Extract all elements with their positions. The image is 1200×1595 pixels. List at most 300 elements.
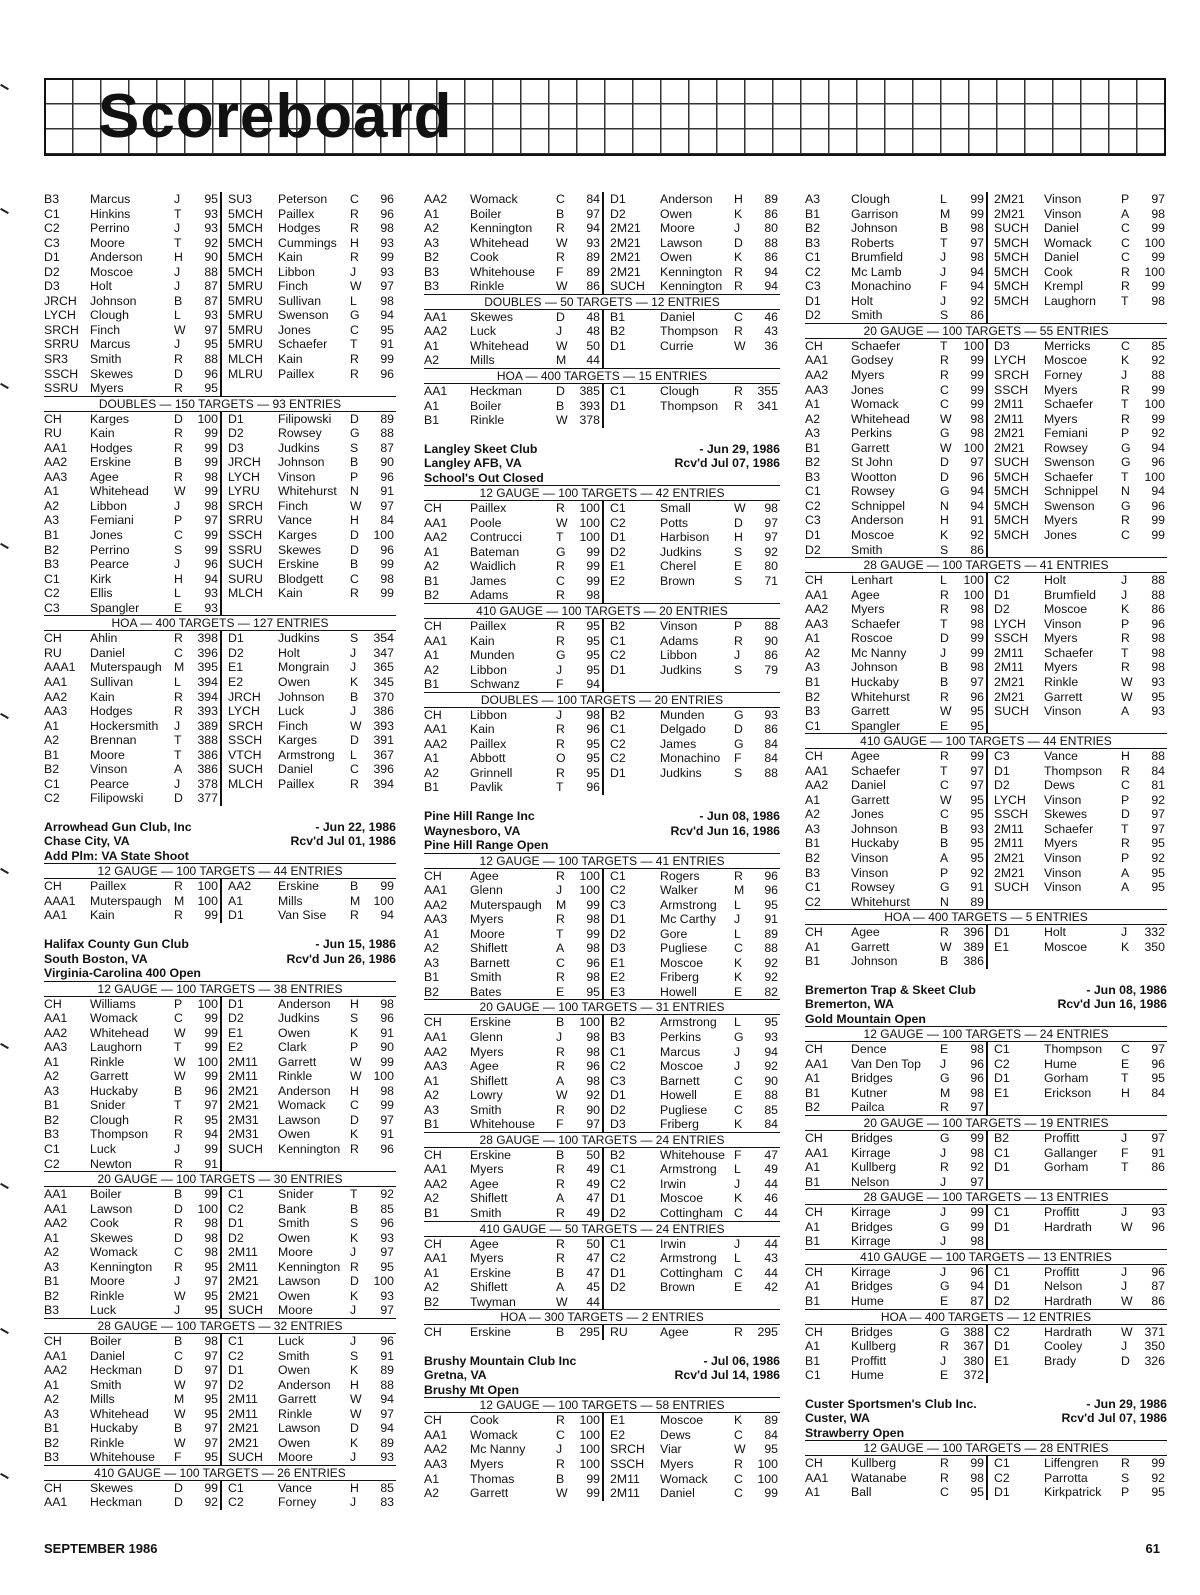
event-header: 12 GAUGE — 100 TARGETS — 24 ENTRIES	[805, 1026, 1167, 1042]
class-cell: 5MRU	[228, 308, 263, 323]
class-cell: D2	[610, 206, 626, 221]
score-cell: 93	[380, 1288, 394, 1303]
club-line	[805, 1012, 1167, 1027]
shooter-name: Garrett	[851, 704, 890, 719]
class-cell: D1	[994, 1160, 1010, 1175]
score-cell: 100	[579, 1427, 600, 1442]
shooter-name: Shiflett	[470, 1191, 508, 1206]
score-cell: 96	[1151, 1264, 1165, 1279]
results-left	[424, 501, 602, 603]
result-row	[44, 733, 220, 748]
shooter-name: Marcus	[90, 337, 131, 352]
shooter-name: Cummings	[278, 235, 337, 250]
results-right	[602, 1413, 780, 1500]
score-cell: 93	[764, 707, 778, 722]
result-row	[805, 1071, 986, 1086]
shooter-name: Proffitt	[1044, 1205, 1080, 1220]
result-row	[44, 1142, 220, 1157]
class-cell: CH	[424, 1413, 442, 1428]
result-row	[994, 455, 1167, 470]
initial-cell: A	[556, 1280, 565, 1295]
class-cell: A1	[424, 1471, 440, 1486]
result-row	[228, 1127, 396, 1142]
result-row	[228, 1260, 396, 1275]
initial-cell: B	[556, 1015, 565, 1030]
shooter-name: Schaefer	[1044, 469, 1094, 484]
club-date: - Jun 15, 1986	[315, 937, 396, 952]
result-row	[610, 1117, 780, 1132]
result-row	[424, 985, 602, 1000]
score-cell: 100	[579, 515, 600, 530]
score-cell: 48	[586, 309, 600, 324]
result-row	[610, 559, 780, 574]
class-cell: C3	[44, 235, 60, 250]
class-cell: E1	[994, 939, 1010, 954]
class-cell: A3	[805, 192, 821, 206]
initial-cell: T	[1121, 821, 1129, 836]
shooter-name: Holt	[1044, 925, 1066, 940]
shooter-name: Johnson	[851, 221, 898, 236]
event-block	[805, 1115, 1167, 1189]
class-cell: 5MCH	[994, 484, 1029, 499]
shooter-name: Kain	[278, 250, 303, 265]
result-row	[994, 851, 1167, 866]
result-row	[424, 663, 602, 678]
result-row	[805, 513, 986, 528]
shooter-name: Johnson	[90, 293, 137, 308]
initial-cell: H	[350, 513, 359, 528]
score-cell: 99	[586, 559, 600, 574]
initial-cell: T	[556, 780, 564, 795]
results-right	[220, 879, 396, 923]
results-right	[986, 1325, 1167, 1383]
result-row	[994, 573, 1167, 588]
shooter-name: Owen	[278, 1288, 311, 1303]
club-date: - Jun 29, 1986	[699, 441, 780, 456]
initial-cell: J	[174, 221, 181, 236]
shooter-name: Garrett	[278, 1054, 317, 1069]
score-cell: 393	[197, 704, 218, 719]
event-header: 12 GAUGE — 100 TARGETS — 58 ENTRIES	[424, 1397, 780, 1413]
results-right	[986, 192, 1167, 323]
shooter-name: St John	[851, 455, 893, 470]
shooter-name: Moore	[278, 1450, 313, 1465]
initial-cell: P	[1121, 192, 1130, 206]
class-cell: AA3	[805, 382, 829, 397]
initial-cell: W	[1121, 689, 1133, 704]
initial-cell: S	[350, 631, 359, 646]
result-row	[228, 660, 396, 675]
initial-cell: R	[350, 586, 359, 601]
result-row	[424, 780, 602, 795]
score-cell: 99	[204, 1025, 218, 1040]
result-row	[424, 869, 602, 884]
score-cell: 98	[1151, 206, 1165, 221]
initial-cell: H	[940, 513, 949, 528]
class-cell: B2	[610, 324, 626, 339]
initial-cell: R	[734, 324, 743, 339]
initial-cell: P	[1121, 616, 1130, 631]
result-row	[44, 1450, 220, 1465]
class-cell: SSCH	[228, 528, 263, 543]
class-cell: AA2	[424, 1442, 448, 1457]
class-cell: C1	[610, 722, 626, 737]
result-row	[228, 646, 396, 661]
score-cell: 86	[1151, 1293, 1165, 1308]
result-row	[424, 1295, 602, 1310]
score-cell: 49	[586, 1176, 600, 1191]
result-row	[44, 323, 220, 338]
class-cell: C1	[994, 1145, 1010, 1160]
score-cell: 93	[380, 264, 394, 279]
club-info: Pine Hill Range Open	[424, 838, 549, 852]
class-cell: CH	[805, 573, 823, 588]
score-cell: 95	[970, 718, 984, 733]
result-row	[994, 925, 1167, 940]
score-cell: 97	[380, 1303, 394, 1318]
initial-cell: D	[734, 722, 743, 737]
initial-cell: E	[1121, 1056, 1130, 1071]
result-row	[44, 719, 220, 734]
class-cell: C1	[44, 206, 60, 221]
score-cell: 44	[764, 1236, 778, 1251]
initial-cell: R	[734, 279, 743, 294]
club-date: Rcv'd Jul 01, 1986	[290, 834, 396, 849]
shooter-name: Jones	[1044, 528, 1077, 543]
shooter-name: Schaefer	[1044, 397, 1094, 412]
shooter-name: Rinkle	[90, 1435, 125, 1450]
score-cell: 99	[204, 1141, 218, 1156]
class-cell: D1	[610, 398, 626, 413]
result-row	[44, 646, 220, 661]
event-header: 28 GAUGE — 100 TARGETS — 41 ENTRIES	[805, 557, 1167, 573]
score-cell: 354	[373, 631, 394, 646]
result-row	[805, 1354, 986, 1369]
shooter-name: Krempl	[1044, 279, 1083, 294]
class-cell: B2	[805, 850, 821, 865]
class-cell: D1	[610, 1191, 626, 1206]
shooter-name: Cook	[1044, 264, 1073, 279]
shooter-name: Friberg	[660, 1117, 699, 1132]
shooter-name: Kirrage	[851, 1145, 891, 1160]
initial-cell: R	[556, 1102, 565, 1117]
initial-cell: D	[350, 1112, 359, 1127]
class-cell: SSCH	[994, 807, 1029, 822]
event-header: 410 GAUGE — 100 TARGETS — 44 ENTRIES	[805, 733, 1167, 749]
class-cell: E1	[610, 955, 626, 970]
score-cell: 100	[579, 868, 600, 883]
shooter-name: Gore	[660, 926, 688, 941]
class-cell: AA1	[44, 674, 68, 689]
initial-cell: E	[734, 1088, 743, 1103]
shooter-name: Cook	[470, 250, 499, 265]
score-cell: 93	[764, 1029, 778, 1044]
initial-cell: L	[350, 293, 357, 308]
result-row	[44, 1040, 220, 1055]
class-cell: CH	[424, 618, 442, 633]
shooter-name: Johnson	[851, 821, 898, 836]
club-info: Bremerton, WA	[805, 997, 894, 1012]
initial-cell: W	[350, 1406, 362, 1421]
initial-cell: A	[556, 941, 565, 956]
class-cell: 5MCH	[228, 206, 263, 221]
score-cell: 365	[373, 660, 394, 675]
result-row	[228, 675, 396, 690]
club-date: - Jun 08, 1986	[699, 809, 780, 823]
class-cell: AA3	[805, 616, 829, 631]
class-cell: AA1	[805, 587, 829, 602]
shooter-name: Kennington	[470, 221, 533, 236]
result-row	[805, 749, 986, 764]
class-cell: 2M21	[994, 865, 1025, 880]
result-row	[805, 940, 986, 955]
score-cell: 391	[373, 733, 394, 748]
score-cell: 84	[764, 1117, 778, 1132]
initial-cell: S	[350, 440, 359, 455]
club-date: - Jul 06, 1986	[703, 1353, 780, 1368]
shooter-name: Kennington	[278, 1141, 341, 1156]
result-row	[44, 1069, 220, 1084]
score-cell: 82	[764, 984, 778, 999]
event-block	[424, 999, 780, 1131]
initial-cell: R	[1121, 411, 1130, 426]
initial-cell: W	[174, 1377, 186, 1392]
shooter-name: Kain	[278, 586, 303, 601]
class-cell: CH	[805, 925, 823, 940]
score-cell: 94	[586, 677, 600, 692]
class-cell: D1	[994, 1339, 1010, 1354]
class-cell: D2	[44, 264, 60, 279]
score-cell: 88	[1151, 573, 1165, 588]
score-cell: 99	[1151, 528, 1165, 543]
event-results	[424, 1015, 780, 1131]
initial-cell: W	[556, 1088, 568, 1103]
initial-cell: G	[940, 1219, 950, 1234]
shooter-name: Ahlin	[90, 631, 118, 646]
shooter-name: Blodgett	[278, 571, 324, 586]
class-cell: C2	[805, 264, 821, 279]
class-cell: C2	[994, 573, 1010, 588]
result-row	[610, 1266, 780, 1281]
initial-cell: D	[350, 411, 359, 426]
score-cell: 96	[1151, 455, 1165, 470]
result-row	[805, 1220, 986, 1235]
result-row	[805, 279, 986, 294]
initial-cell: K	[1121, 602, 1130, 617]
result-row	[228, 426, 396, 441]
initial-cell: D	[734, 235, 743, 250]
class-cell: D1	[610, 662, 626, 677]
result-row	[424, 399, 602, 414]
shooter-name: Agee	[851, 925, 880, 940]
result-row	[228, 1421, 396, 1436]
score-cell: 44	[764, 1265, 778, 1280]
score-cell: 98	[970, 1042, 984, 1057]
score-cell: 378	[197, 776, 218, 791]
result-row	[994, 1057, 1167, 1072]
result-row	[44, 1084, 220, 1099]
class-cell: AA2	[805, 602, 829, 617]
event-results	[805, 339, 1167, 557]
club-line	[424, 838, 780, 853]
result-row	[805, 866, 986, 881]
shooter-name: Schaefer	[1044, 821, 1094, 836]
score-cell: 97	[1151, 1131, 1165, 1146]
shooter-name: Smith	[470, 1102, 502, 1117]
initial-cell: H	[734, 530, 743, 545]
score-cell: 96	[204, 366, 218, 381]
score-cell: 100	[197, 879, 218, 894]
initial-cell: A	[1121, 880, 1130, 895]
score-cell: 92	[1151, 353, 1165, 368]
club-info: Brushy Mt Open	[424, 1382, 519, 1397]
score-cell: 97	[970, 235, 984, 250]
initial-cell: J	[1121, 573, 1128, 588]
event-header: HOA — 400 TARGETS — 12 ENTRIES	[805, 1309, 1167, 1325]
results-left	[424, 869, 602, 1000]
class-cell: D3	[44, 279, 60, 294]
class-cell: A2	[44, 498, 60, 513]
class-cell: D1	[610, 1265, 626, 1280]
shooter-name: Vance	[1044, 749, 1078, 764]
result-row	[994, 880, 1167, 895]
initial-cell: L	[350, 747, 357, 762]
event-header: 20 GAUGE — 100 TARGETS — 55 ENTRIES	[805, 323, 1167, 339]
score-cell: 95	[204, 1303, 218, 1318]
class-cell: VTCH	[228, 747, 262, 762]
result-row	[228, 997, 396, 1012]
initial-cell: N	[940, 894, 949, 909]
results-left	[424, 619, 602, 692]
initial-cell: R	[350, 366, 359, 381]
class-cell: B1	[424, 970, 440, 985]
initial-cell: J	[940, 1056, 947, 1071]
score-cell: 96	[204, 1083, 218, 1098]
shooter-name: Bates	[470, 984, 502, 999]
initial-cell: R	[556, 970, 565, 985]
event-block	[424, 1221, 780, 1310]
class-cell: MLCH	[228, 586, 263, 601]
class-cell: SRRU	[228, 513, 263, 528]
class-cell: CH	[44, 996, 62, 1011]
initial-cell: K	[734, 955, 743, 970]
result-row	[610, 1325, 780, 1340]
score-cell: 89	[380, 1435, 394, 1450]
initial-cell: H	[1121, 749, 1130, 764]
initial-cell: C	[174, 1011, 183, 1026]
shooter-name: Hume	[1044, 1056, 1077, 1071]
initial-cell: R	[174, 426, 183, 441]
score-cell: 100	[579, 1015, 600, 1030]
initial-cell: R	[174, 381, 183, 396]
initial-cell: R	[734, 264, 743, 279]
event-header: HOA — 400 TARGETS — 15 ENTRIES	[424, 368, 780, 384]
shooter-name: Waidlich	[470, 559, 517, 574]
initial-cell: G	[940, 1324, 950, 1339]
result-row	[424, 339, 602, 354]
result-row	[44, 1260, 220, 1275]
result-row	[610, 708, 780, 723]
results-right	[602, 869, 780, 1000]
score-cell: 97	[586, 206, 600, 221]
class-cell: JRCH	[228, 689, 261, 704]
class-cell: B2	[610, 707, 626, 722]
shooter-name: Munden	[470, 648, 515, 663]
class-cell: AA2	[44, 1025, 68, 1040]
initial-cell: A	[1121, 865, 1130, 880]
score-cell: 97	[380, 1112, 394, 1127]
shooter-name: Pearce	[90, 557, 129, 572]
shooter-name: Snider	[278, 1187, 314, 1202]
result-row	[44, 1026, 220, 1041]
event-header: 410 GAUGE — 100 TARGETS — 13 ENTRIES	[805, 1249, 1167, 1265]
event-header: 28 GAUGE — 100 TARGETS — 32 ENTRIES	[44, 1318, 396, 1334]
initial-cell: R	[734, 1456, 743, 1471]
shooter-name: Pugliese	[660, 941, 708, 956]
score-cell: 345	[373, 674, 394, 689]
score-cell: 88	[764, 941, 778, 956]
class-cell: C1	[610, 868, 626, 883]
score-cell: 92	[204, 1495, 218, 1510]
score-cell: 44	[764, 1176, 778, 1191]
initial-cell: A	[174, 762, 183, 777]
initial-cell: B	[940, 821, 949, 836]
class-cell: CH	[805, 1324, 823, 1339]
initial-cell: B	[556, 206, 565, 221]
shooter-name: Perkins	[851, 426, 893, 441]
club-line	[424, 1368, 780, 1383]
club-line	[44, 952, 396, 967]
result-row	[805, 822, 986, 837]
score-cell: 99	[204, 1187, 218, 1202]
class-cell: 5MCH	[228, 264, 263, 279]
event-block	[805, 1189, 1167, 1249]
event-block	[424, 485, 780, 603]
event-block	[805, 557, 1167, 733]
result-row	[805, 646, 986, 661]
initial-cell: J	[940, 293, 947, 308]
initial-cell: R	[350, 250, 359, 265]
initial-cell: T	[174, 733, 182, 748]
class-cell: C2	[44, 221, 60, 236]
result-row	[610, 648, 780, 663]
initial-cell: R	[556, 1044, 565, 1059]
class-cell: AA3	[44, 1040, 68, 1055]
class-cell: B2	[424, 588, 440, 603]
shooter-name: Anderson	[278, 1377, 331, 1392]
shooter-name: Hardrath	[1044, 1219, 1092, 1234]
results-right	[220, 192, 396, 396]
result-row	[805, 793, 986, 808]
score-cell: 96	[764, 868, 778, 883]
initial-cell: D	[1121, 807, 1130, 822]
result-row	[610, 970, 780, 985]
score-cell: 86	[970, 308, 984, 323]
class-cell: D1	[994, 1219, 1010, 1234]
score-cell: 99	[586, 544, 600, 559]
result-row	[44, 528, 220, 543]
club-date: Rcv'd Jun 16, 1986	[670, 823, 780, 838]
results-right	[220, 997, 396, 1172]
result-row	[610, 1148, 780, 1163]
shooter-name: Pavlik	[470, 780, 503, 795]
result-row	[44, 908, 220, 923]
class-cell: 2M11	[228, 1069, 258, 1084]
class-cell: C3	[805, 513, 821, 528]
initial-cell: S	[350, 1348, 359, 1363]
shooter-name: Friberg	[660, 970, 699, 985]
result-row	[805, 764, 986, 779]
